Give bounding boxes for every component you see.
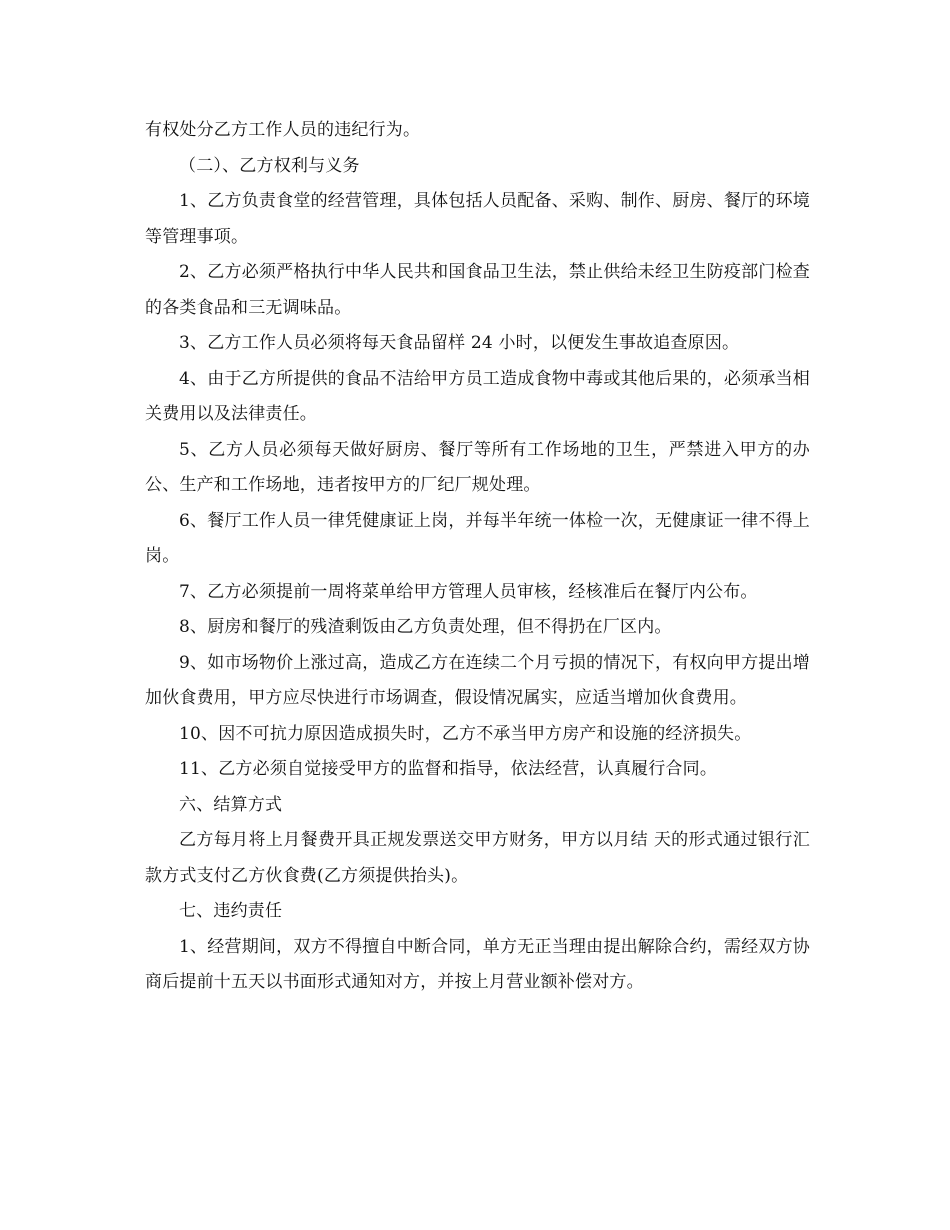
paragraph: 9、如市场物价上涨过高，造成乙方在连续二个月亏损的情况下，有权向甲方提出增加伙食费用，甲方应尽快进行市场调查，假设情况属实，应适当增加伙食费用。 [145, 652, 810, 708]
paragraph: 乙方每月将上月餐费开具正规发票送交甲方财务，甲方以月结 天的形式通过银行汇款方式支付乙方伙食费(乙方须提供抬头)。 [145, 830, 810, 886]
section-heading: （二）、乙方权利与义务 [179, 155, 360, 176]
paragraph: 6、餐厅工作人员一律凭健康证上岗，并每半年统一体检一次，无健康证一律不得上岗。 [145, 510, 810, 566]
paragraph: 10、因不可抗力原因造成损失时，乙方不承当甲方房产和设施的经济损失。 [179, 723, 752, 744]
paragraph: 2、乙方必须严格执行中华人民共和国食品卫生法，禁止供给未经卫生防疫部门检查的各类食品和三无调味品。 [145, 262, 810, 318]
paragraph: 7、乙方必须提前一周将菜单给甲方管理人员审核，经核准后在餐厅内公布。 [179, 581, 758, 602]
paragraph: 有权处分乙方工作人员的违纪行为。 [145, 120, 421, 140]
paragraph: 4、由于乙方所提供的食品不洁给甲方员工造成食物中毒或其他后果的，必须承当相关费用以及法律责任。 [145, 368, 810, 424]
paragraph: 5、乙方人员必须每天做好厨房、餐厅等所有工作场地的卫生，严禁进入甲方的办公、生产和工作场地，违者按甲方的厂纪厂规处理。 [145, 439, 810, 495]
paragraph: 11、乙方必须自觉接受甲方的监督和指导，依法经营，认真履行合同。 [179, 759, 718, 779]
section-heading: 七、违约责任 [179, 901, 283, 921]
paragraph: 1、乙方负责食堂的经营管理，具体包括人员配备、采购、制作、厨房、餐厅的环境等管理事项。 [145, 191, 810, 247]
paragraph: 8、厨房和餐厅的残渣剩饭由乙方负责处理，但不得扔在厂区内。 [179, 617, 672, 637]
document-body [145, 113, 810, 1001]
paragraph: 1、经营期间，双方不得擅自中断合同，单方无正当理由提出解除合约，需经双方协商后提前十五天以书面形式通知对方，并按上月营业额补偿对方。 [145, 936, 810, 992]
section-heading: 六、结算方式 [179, 794, 283, 815]
paragraph: 3、乙方工作人员必须将每天食品留样 24 小时，以便发生事故追查原因。 [179, 333, 740, 353]
